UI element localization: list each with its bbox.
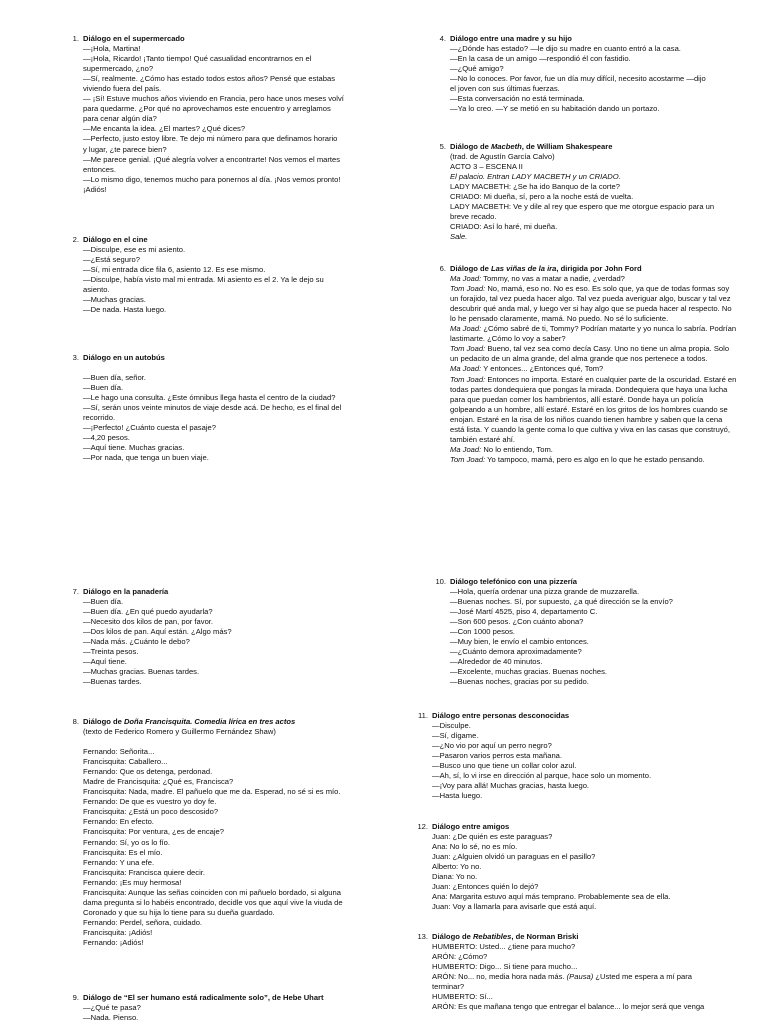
dialog-turn (450, 284, 738, 324)
speaker-label: Tom Joad: (450, 284, 486, 294)
dialog-body (83, 245, 375, 315)
dialog-line: Francisquita: ¡Adiós! (83, 927, 153, 937)
dialog-line: Fernando: ¡Es muy hermosa! (83, 877, 182, 887)
dialog-line: ARÓN: Es que mañana tengo que entregar el balance... lo mejor será que venga (432, 1002, 705, 1012)
dialog-line: —Por nada, que tenga un buen viaje. (83, 453, 209, 463)
dialog-line: ¡Adiós! (83, 184, 107, 194)
dialog-number: 13. (417, 932, 428, 941)
dialog-body (83, 1003, 375, 1023)
dialog-title: Diálogo entre amigos (432, 822, 510, 831)
dialog-line: asiento. (83, 285, 110, 295)
speaker-text: Yo tampoco, mamá, pero es algo en lo que he estado pensando. (487, 454, 705, 464)
dialog-title: Diálogo entre personas desconocidas (432, 711, 570, 720)
dialog-line: —Nada más. ¿Cuánto le debo? (83, 637, 190, 647)
dialog-line: el joven con sus últimas fuerzas. (450, 84, 560, 94)
dialog-line: —De nada. Hasta luego. (83, 305, 167, 315)
dialog-line: —Excelente, muchas gracias. Buenas noches. (450, 667, 608, 677)
dialog-7 (72, 587, 375, 687)
dialog-line: ARÓN: ¿Cómo? (432, 952, 488, 962)
dialog-title: Diálogo de “El ser humano está radicalmente solo”, de Hebe Uhart (83, 993, 324, 1002)
dialog-line: —Buen día. (83, 383, 124, 393)
dialog-line: —Con 1000 pesos. (450, 627, 516, 637)
dialog-line: —Hola, quería ordenar una pizza grande de muzzarella. (450, 587, 640, 597)
dialog-line: —Muy bien, le envío el cambio entonces. (450, 637, 589, 647)
dialog-line: —Hasta luego. (432, 791, 483, 801)
dialog-line: breve recado. (450, 212, 497, 222)
dialog-body (450, 274, 738, 465)
dialog-line: y lugar, ¿te parece bien? (83, 144, 167, 154)
dialog-line: Francisquita: Nada, madre. El pañuelo que me da. Esperad, no sé si es mío. (83, 787, 341, 797)
dialog-line: —¿Cuánto demora aproximadamente? (450, 647, 582, 657)
dialog-line: —Sí, dígame. (432, 731, 479, 741)
dialog-9 (72, 993, 375, 1023)
dialog-4 (439, 34, 740, 114)
dialog-line: Fernando: Que os detenga, perdonad. (83, 767, 213, 777)
dialog-turn (450, 375, 738, 445)
dialog-line: Fernando: Perdel, señora, cuidado. (83, 917, 203, 927)
dialog-line: Fernando: En efecto. (83, 817, 154, 827)
dialog-line: —Ya lo creo. —Y se metió en su habitación dando un portazo. (450, 104, 660, 114)
dialog-line: —Sí, realmente. ¿Cómo has estado todos estos años? Pensé que estabas (83, 74, 336, 84)
dialog-line: —Son 600 pesos. ¿Con cuánto abona? (450, 617, 584, 627)
dialog-title: Diálogo en un autobús (83, 353, 165, 362)
dialog-line: para cenar algún día? (83, 114, 157, 124)
dialog-number: 3. (72, 353, 79, 362)
dialog-turn (450, 455, 738, 465)
dialog-line: —Ah, sí, lo vi irse en dirección al parque, hace solo un momento. (432, 771, 652, 781)
dialog-title: Diálogo en el cine (83, 235, 148, 244)
dialog-line: —Treinta pesos. (83, 647, 139, 657)
dialog-line: HUMBERTO: Usted... ¿tiene para mucho? (432, 942, 576, 952)
dialog-line: ARÓN: No... no, media hora nada más. (Pausa) ¿Usted me espera a mí para (432, 972, 693, 982)
dialog-line: —Alrededor de 40 minutos. (450, 657, 543, 667)
dialog-1 (72, 34, 375, 195)
dialog-6 (439, 264, 738, 465)
dialog-line: —¡Hola, Ricardo! ¡Tanto tiempo! Qué casualidad encontrarnos en el (83, 54, 312, 64)
speaker-text: Bueno, tal vez sea como decía Casy. Uno no tiene un alma propia. Solo un pedacito de un alma grande, del alma grande que nos pertenece a todos. (450, 344, 730, 364)
dialog-number: 11. (418, 711, 428, 720)
dialog-turn (450, 274, 738, 284)
dialog-line: —Busco uno que tiene un collar color azul. (432, 761, 577, 771)
dialog-line: —Muchas gracias. (83, 295, 146, 305)
dialog-10 (435, 577, 740, 688)
dialog-line: Fernando: Y una efe. (83, 857, 155, 867)
dialog-line: Fernando: De que es vuestro yo doy fe. (83, 797, 217, 807)
dialog-line: —Buenas tardes. (83, 677, 142, 687)
dialog-line: —¡Hola, Martina! (83, 44, 141, 54)
dialog-turn (450, 324, 738, 344)
dialog-line: Francisquita: Es el mío. (83, 847, 163, 857)
dialog-number: 12. (417, 822, 428, 831)
dialog-number: 2. (72, 235, 79, 244)
dialog-line: Juan: ¿De quién es este paraguas? (432, 832, 553, 842)
dialog-number: 8. (72, 717, 79, 726)
dialog-line: —Muchas gracias. Buenas tardes. (83, 667, 200, 677)
dialog-title: Diálogo de Rebatibles, de Norman Briski (432, 932, 579, 941)
dialog-line: —Disculpe. (432, 721, 471, 731)
dialog-line: Francisquita: Aunque las señas coinciden con mi pañuelo bordado, si alguna (83, 887, 341, 897)
act-heading: ACTO 3 – ESCENA II (450, 162, 523, 172)
speaker-text: Tommy, no vas a matar a nadie, ¿verdad? (483, 274, 625, 284)
dialog-body (432, 721, 732, 801)
dialog-line: —No lo conoces. Por favor, fue un día muy difícil, necesito acostarme —dijo (450, 74, 706, 84)
dialog-line: Fernando: ¡Adiós! (83, 937, 144, 947)
dialog-line: Fernando: Sí, yo os lo fío. (83, 837, 170, 847)
speaker-label: Tom Joad: (450, 374, 486, 384)
dialog-body (450, 182, 740, 232)
dialog-line: — ¡Sí! Estuve muchos años viviendo en Francia, pero hace unos meses volví (83, 94, 344, 104)
dialog-line: —Esta conversación no está terminada. (450, 94, 585, 104)
dialog-line: —Pasaron varios perros esta mañana. (432, 751, 563, 761)
dialog-line: CRIADO: Así lo haré, mi dueña. (450, 222, 558, 232)
dialog-line: —Lo mismo digo, tenemos mucho para ponernos al día. ¡Nos vemos pronto! (83, 174, 341, 184)
dialog-line: supermercado, ¿no? (83, 64, 154, 74)
dialog-line: viviendo fuera del país. (83, 84, 162, 94)
dialog-11 (418, 711, 732, 801)
dialog-2 (72, 235, 375, 315)
dialog-line: —Buen día. (83, 597, 124, 607)
dialog-line: LADY MACBETH: ¿Se ha ido Banquo de la corte? (450, 182, 620, 192)
speaker-label: Tom Joad: (450, 454, 486, 464)
speaker-text: ¿Cómo sabré de ti, Tommy? Podrían matarte y yo nunca lo sabría. Podrían lastimarte. ¿Cómo lo voy a saber? (450, 324, 737, 344)
dialog-number: 5. (439, 142, 446, 151)
dialog-line: —Nada. Pienso. (83, 1013, 139, 1023)
dialog-line: —Buen día, señor. (83, 373, 146, 383)
dialog-line: —Disculpe, había visto mal mi entrada. Mi asiento es el 2. Ya le dejo su (83, 275, 324, 285)
dialog-line: —¿Qué te pasa? (83, 1003, 141, 1013)
dialog-line: Alberto: Yo no. (432, 862, 482, 872)
dialog-line: —Le hago una consulta. ¿Este ómnibus llega hasta el centro de la ciudad? (83, 393, 336, 403)
dialog-title: Diálogo de Doña Francisquita. Comedia lírica en tres actos (83, 717, 296, 726)
dialog-line: LADY MACBETH: Ve y dile al rey que espero que me otorgue espacio para un (450, 202, 715, 212)
dialog-number: 6. (439, 264, 446, 273)
speaker-label: Ma Joad: (450, 444, 482, 454)
speaker-text: No, mamá, eso no. No es eso. Es solo que, ya que de todas formas soy un forajido, tal vez pueda hacer algo. Tal vez pueda averiguar algo, buscar y tal vez descubrir qué anda mal, y luego ver si hay algo que se pueda hacer al respecto. No lo he pensado claramente, mamá. No puedo. No sé lo suficiente. (450, 284, 732, 324)
speaker-text: No lo entiendo, Tom. (483, 444, 553, 454)
stage-direction: El palacio. Entran LADY MACBETH y un CRIADO. (450, 172, 621, 182)
dialog-line: —Dos kilos de pan. Aquí están. ¿Algo más? (83, 627, 232, 637)
dialog-turn (450, 445, 738, 455)
dialog-line: —Necesito dos kilos de pan, por favor. (83, 617, 214, 627)
translator-note: (trad. de Agustín García Calvo) (450, 152, 555, 162)
dialog-line: Francisquita: Francisca quiere decir. (83, 867, 205, 877)
dialog-body (450, 587, 740, 687)
dialog-13 (417, 932, 732, 1012)
dialog-body (83, 597, 375, 687)
dialog-line: —¡Voy para allá! Muchas gracias, hasta luego. (432, 781, 590, 791)
dialog-line: Ana: No lo sé, no es mío. (432, 842, 518, 852)
dialog-line: Juan: ¿Entonces quién lo dejó? (432, 882, 539, 892)
dialog-line: HUMBERTO: Sí... (432, 992, 493, 1002)
speaker-label: Ma Joad: (450, 274, 482, 284)
dialog-body (83, 373, 375, 463)
dialog-line: —Me parece genial. ¡Qué alegría volver a encontrarte! Nos vemos el martes (83, 154, 341, 164)
dialog-line: —¡Perfecto! ¿Cuánto cuesta el pasaje? (83, 423, 216, 433)
speaker-label: Ma Joad: (450, 324, 482, 334)
dialog-line: —En la casa de un amigo —respondió él con fastidio. (450, 54, 631, 64)
speaker-label: Ma Joad: (450, 364, 482, 374)
stage-direction: Sale. (450, 232, 468, 242)
dialog-line: entonces. (83, 164, 116, 174)
dialog-body (432, 832, 732, 912)
dialog-line: Francisquita: Por ventura, ¿es de encaje? (83, 827, 224, 837)
dialog-line: Ana: Margarita estuvo aquí más temprano. Probablemente sea de ella. (432, 892, 671, 902)
speaker-text: Y entonces... ¿Entonces qué, Tom? (483, 364, 604, 374)
dialog-line: Coronado y que su hija lo tiene para su dueña guardado. (83, 907, 275, 917)
dialog-title: Diálogo entre una madre y su hijo (450, 34, 572, 43)
dialog-line: —Buenas noches. Sí, por supuesto, ¿a qué dirección se la envío? (450, 597, 673, 607)
dialog-8 (72, 717, 375, 948)
dialog-line: Juan: Voy a llamarla para avisarle que está aquí. (432, 902, 597, 912)
dialog-line: Fernando: Señorita... (83, 747, 155, 757)
dialog-line: —Sí, serán unos veinte minutos de viaje desde acá. De hecho, es el final del (83, 403, 342, 413)
dialog-number: 4. (439, 34, 446, 43)
dialog-line: Juan: ¿Alguien olvidó un paraguas en el pasillo? (432, 852, 596, 862)
dialog-line: —¿No vio por aquí un perro negro? (432, 741, 552, 751)
dialog-line: —Buenas noches, gracias por su pedido. (450, 677, 589, 687)
dialog-line: Diana: Yo no. (432, 872, 478, 882)
dialog-line: —¿Está seguro? (83, 255, 140, 265)
dialog-line: —Aquí tiene. Muchas gracias. (83, 443, 185, 453)
dialog-line: —¿Dónde has estado? —le dijo su madre en cuanto entró a la casa. (450, 44, 681, 54)
dialog-title: Diálogo de Macbeth, de William Shakespeare (450, 142, 613, 151)
dialog-3 (72, 353, 375, 463)
dialog-line: —José Martí 4525, piso 4, departamento C. (450, 607, 598, 617)
dialog-title: Diálogo en el supermercado (83, 34, 185, 43)
dialog-number: 10. (435, 577, 446, 586)
dialog-number: 1. (72, 34, 79, 43)
dialog-body (83, 44, 375, 195)
speaker-text: Entonces no importa. Estaré en cualquier parte de la oscuridad. Estaré en todas partes dondequiera que pongas la mirada. Dondequiera que haya una lucha para que puedan comer los hambrientos, allí estaré. Donde haya un policía golpeando a un hombre, allí estaré. Estaré en los gritos de los hombres cuando se enojan. Estaré en la risa de los niños cuando tienen hambre y saben que la cena está lista. Y cuando la gente coma lo que cultiva y viva en las casas que construyó, también estaré ahí. (450, 374, 737, 444)
dialog-body (83, 747, 375, 948)
translator-note: (texto de Federico Romero y Guillermo Fernández Shaw) (83, 727, 276, 737)
dialog-title: Diálogo de Las viñas de la ira, dirigida por John Ford (450, 264, 642, 273)
dialog-line: —Disculpe, ese es mi asiento. (83, 245, 186, 255)
dialog-line: dama pregunta si lo habéis encontrado, decidle vos que aquí vive la viuda de (83, 897, 343, 907)
dialog-turn (450, 344, 738, 364)
dialog-line: para quedarme. ¿Por qué no aprovechamos este encuentro y arreglamos (83, 104, 331, 114)
dialog-number: 9. (72, 993, 79, 1002)
dialog-line: Francisquita: ¿Está un poco descosido? (83, 807, 219, 817)
dialog-line: —Me encanta la idea. ¿El martes? ¿Qué dices? (83, 124, 246, 134)
dialog-title: Diálogo en la panadería (83, 587, 169, 596)
dialog-body (450, 44, 740, 114)
dialog-line: Madre de Francisquita: ¿Qué es, Francisca? (83, 777, 234, 787)
dialog-turn (450, 364, 738, 374)
dialog-title: Diálogo telefónico con una pizzería (450, 577, 577, 586)
dialog-5 (439, 142, 740, 242)
dialog-line: —Sí, mi entrada dice fila 6, asiento 12. Es ese mismo. (83, 265, 266, 275)
dialog-line: terminar? (432, 982, 465, 992)
dialog-12 (417, 822, 732, 912)
dialog-line: —Perfecto, justo estoy libre. Te dejo mi número para que definamos horario (83, 134, 338, 144)
dialog-line: CRIADO: Mi dueña, sí, pero a la noche está de vuelta. (450, 192, 634, 202)
dialog-line: Francisquita: Caballero... (83, 757, 168, 767)
speaker-label: Tom Joad: (450, 344, 486, 354)
dialog-line: recorrido. (83, 413, 116, 423)
dialog-line: —Buen día. ¿En qué puedo ayudarla? (83, 607, 213, 617)
dialog-line: —¿Qué amigo? (450, 64, 504, 74)
dialog-line: HUMBERTO: Digo... Si tiene para mucho... (432, 962, 578, 972)
dialog-line: —Aquí tiene. (83, 657, 127, 667)
dialog-line: —4,20 pesos. (83, 433, 130, 443)
dialog-number: 7. (72, 587, 79, 596)
